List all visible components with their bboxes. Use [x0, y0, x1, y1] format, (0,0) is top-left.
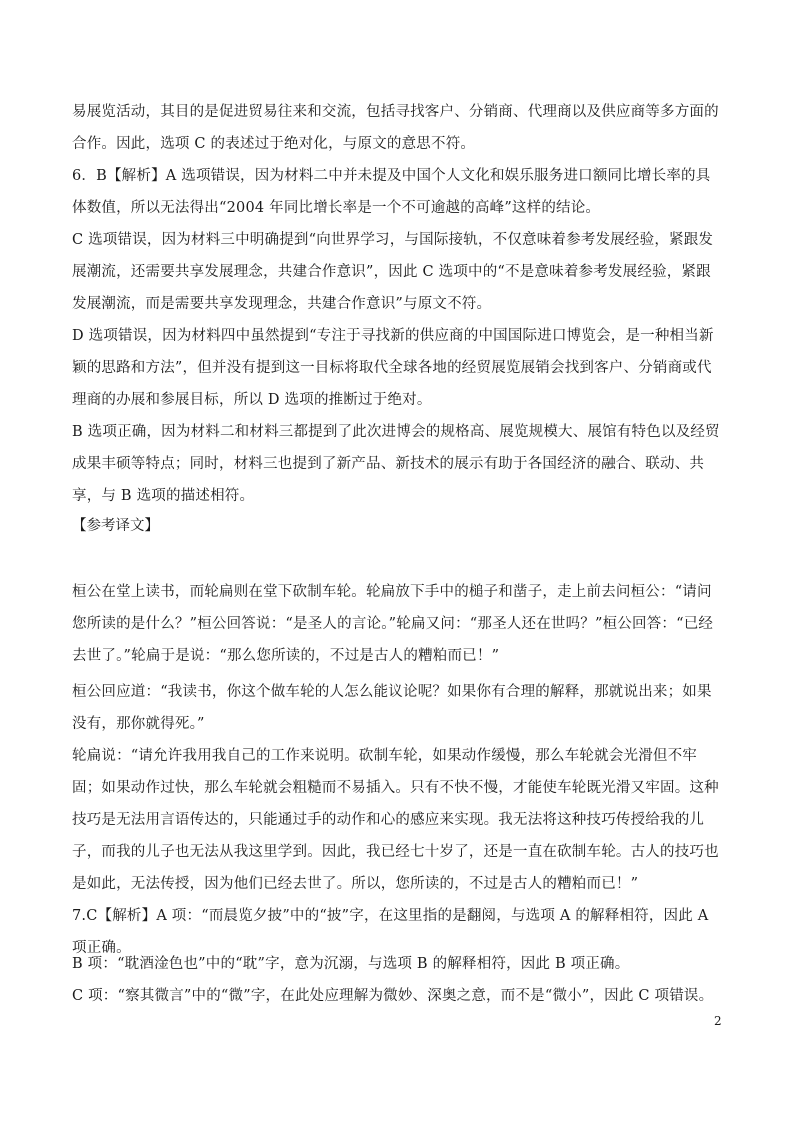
paragraph-q7-option-b: B 项：“耽酒淦色也”中的“耽”字，意为沉溺，与选项 B 的解释相符，因此 B 项正确。	[72, 956, 630, 972]
reference-translation-heading: 【参考译文】	[72, 518, 159, 534]
paragraph-continuation: 易展览活动，其目的是促进贸易往来和交流，包括寻找客户、分销商、代理商以及供应商等多方面的合作。因此，选项 C 的表述过于绝对化，与原文的意思不符。	[72, 104, 719, 152]
translation-paragraph: 桓公回应道：“我读书，你这个做车轮的人怎么能议论呢？如果你有合理的解释，那就说出来；如果没有，那你就得死。”	[72, 684, 712, 732]
paragraph-q7-answer: 7.C【解析】A 项：“而晨览夕披”中的“披”字，在这里指的是翻阅，与选项 A 的解释相符，因此 A 项正确。	[72, 908, 709, 956]
paragraph-option-b: B 选项正确，因为材料二和材料三都提到了此次进博会的规格高、展览规模大、展馆有特色以及经贸成果丰硕等特点；同时，材料三也提到了新产品、新技术的展示有助于各国经济的融合、联动、共享，与 B 选项的描述相符。	[72, 424, 720, 504]
translation-paragraph: 轮扁说：“请允许我用我自己的工作来说明。砍制车轮，如果动作缓慢，那么车轮就会光滑但不牢固；如果动作过快，那么车轮就会粗糙而不易插入。只有不快不慢，才能使车轮既光滑又牢固。这种技巧是无法用言语传达的，只能通过手的动作和心的感应来实现。我无法将这种技巧传授给我的儿子，而我的儿子也无法从我这里学到。因此，我已经七十岁了，还是一直在砍制车轮。古人的技巧也是如此，无法传授，因为他们已经去世了。所以，您所读的，不过是古人的糟粕而已！”	[72, 748, 719, 892]
paragraph-option-c: C 选项错误，因为材料三中明确提到“向世界学习，与国际接轨，不仅意味着参考发展经验，紧跟发展潮流，还需要共享发展理念，共建合作意识”，因此 C 选项中的“不是意味着参考发展经验，紧跟发展潮流，而是需要共享发现理念，共建合作意识”与原文不符。	[72, 232, 714, 312]
paragraph-q7-option-c: C 项：“察其微言”中的“微”字，在此处应理解为微妙、深奥之意，而不是“微小”，因此 C 项错误。	[72, 988, 714, 1004]
paragraph-option-d: D 选项错误，因为材料四中虽然提到“专注于寻找新的供应商的中国国际进口博览会，是一种相当新颖的思路和方法”，但并没有提到这一目标将取代全球各地的经贸展览展销会找到客户、分销商或代理商的办展和参展目标，所以 D 选项的推断过于绝对。	[72, 328, 714, 408]
paragraph-q6-answer: 6．B【解析】A 选项错误，因为材料二中并未提及中国个人文化和娱乐服务进口额同比增长率的具体数值，所以无法得出“2004 年同比增长率是一个不可逾越的高峰”这样的结论。	[72, 168, 711, 216]
translation-paragraph: 桓公在堂上读书，而轮扁则在堂下砍制车轮。轮扁放下手中的槌子和凿子，走上前去问桓公：“请问您所读的是什么？”桓公回答说：“是圣人的言论。”轮扁又问：“那圣人还在世吗？”桓公回答：“已经去世了。”轮扁于是说：“那么您所读的，不过是古人的糟粕而已！”	[72, 584, 714, 664]
page-number: 2	[714, 1014, 722, 1028]
